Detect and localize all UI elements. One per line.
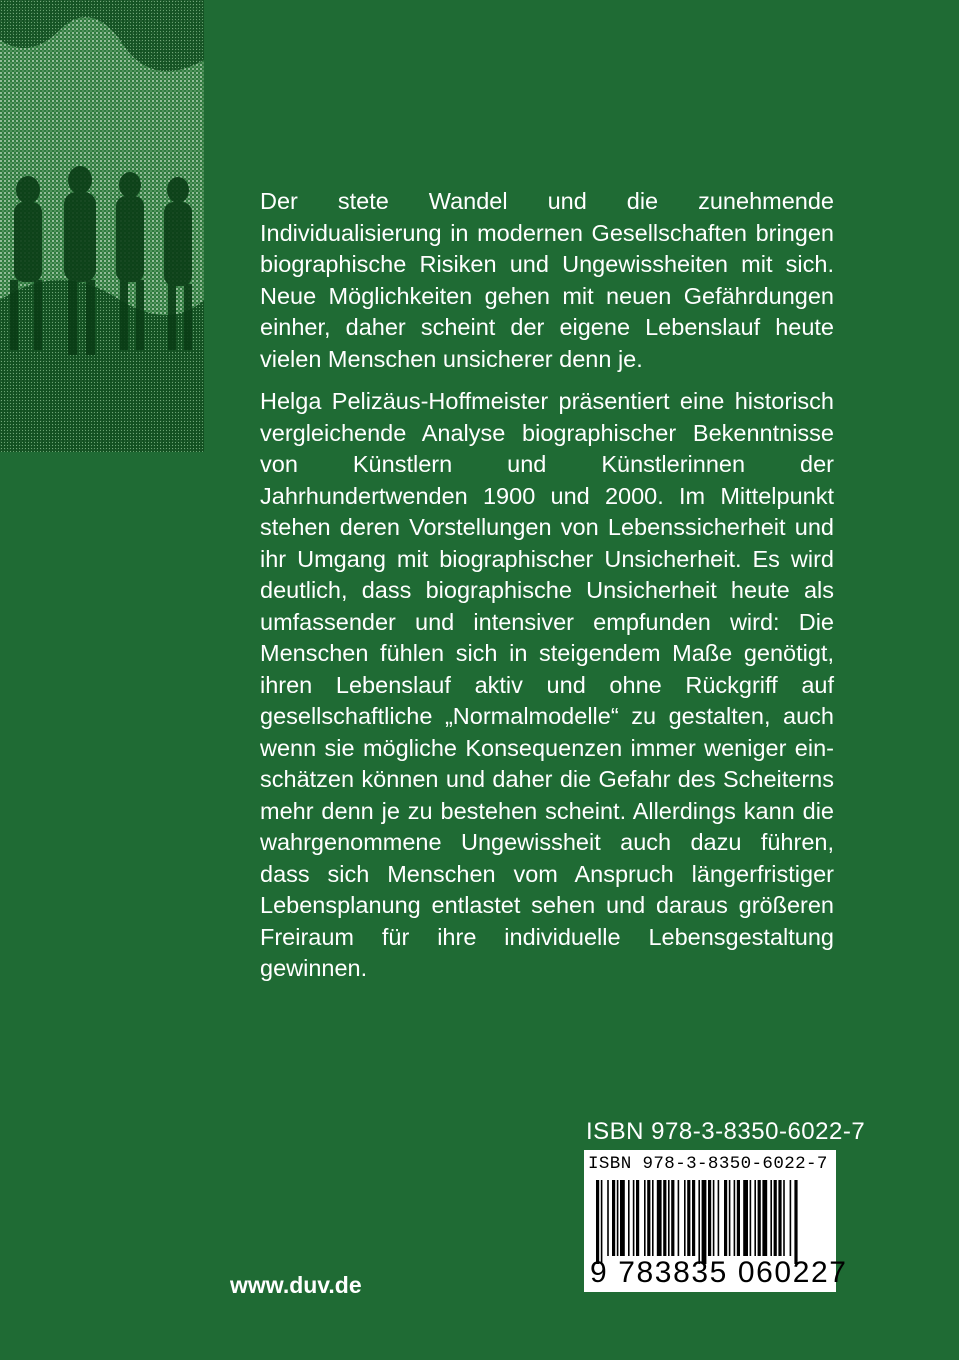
barcode-bar: [617, 1180, 619, 1256]
barcode-bar: [729, 1180, 731, 1256]
barcode-bar: [684, 1180, 686, 1256]
back-cover-blurb: [260, 186, 834, 996]
barcode-isbn-text: ISBN 978-3-8350-6022-7: [588, 1154, 828, 1174]
barcode-bar: [633, 1180, 635, 1256]
isbn-barcode: [584, 1150, 848, 1292]
barcode-bar: [724, 1180, 727, 1256]
blurb-paragraph-1: Der stete Wandel und die zunehmende Individualisierung in modernen Gesellschaften bringen biographische Risiken und Ungewissheiten mit sich. Neue Möglichkeiten gehen mit neuen Gefährdungen einher, daher scheint der eigene Lebenslauf heute vielen Menschen unsicherer denn je.: [260, 188, 834, 372]
barcode-bar: [794, 1180, 797, 1264]
barcode-bar: [754, 1180, 756, 1256]
barcode-bar: [762, 1180, 767, 1256]
publisher-url[interactable]: www.duv.de: [230, 1272, 362, 1298]
barcode-bar: [612, 1180, 615, 1256]
barcode-bar: [790, 1180, 792, 1256]
barcode-bar: [647, 1180, 650, 1256]
barcode-bar: [687, 1180, 690, 1256]
barcode-bar: [636, 1180, 639, 1256]
barcode-bar: [671, 1180, 674, 1256]
barcode-bar: [644, 1180, 646, 1256]
barcode-bar: [698, 1180, 700, 1264]
isbn-label: ISBN 978-3-8350-6022-7: [586, 1118, 866, 1145]
barcode-bar: [737, 1180, 740, 1256]
barcode-bar: [774, 1180, 777, 1256]
barcode-bar: [601, 1180, 603, 1264]
barcode-bar: [678, 1180, 680, 1256]
barcode-bar: [743, 1180, 748, 1256]
barcode-bar: [778, 1180, 781, 1256]
barcode-bar: [620, 1180, 625, 1256]
barcode-bar: [750, 1180, 752, 1256]
barcode-bar: [702, 1180, 707, 1264]
barcode-bar: [668, 1180, 670, 1256]
barcode-bar: [783, 1180, 785, 1256]
barcode-bar: [628, 1180, 630, 1256]
barcode-bar: [758, 1180, 761, 1256]
barcode-bar: [692, 1180, 695, 1256]
barcode-digits: 9 783835 060227: [590, 1256, 848, 1289]
barcode-bar: [596, 1180, 599, 1264]
group-of-people-photo: [0, 0, 204, 452]
barcode-bar: [657, 1180, 662, 1256]
blurb-paragraph-2: Helga Pelizäus-Hoffmeister präsentiert eine historisch vergleichende Analyse biographischer Bekenntnisse von Künstlern und Künstlerinnen der Jahrhundertwenden 1900 und 2000. Im Mittelpunkt stehen deren Vorstellungen von Lebenssicherheit und ihr Umgang mit biographischer Unsicherheit. Es wird deutlich, dass biographische Unsicherheit heute als umfassender und intensiver empfunden wird: Die Menschen fühlen sich in steigendem Maße genötigt, ihren Lebenslauf aktiv und ohne Rückgriff auf gesellschaftliche „Normalmodelle“ zu gestalten, auch wenn sie mögliche Konsequenzen immer weniger einschätzen können und daher die Gefahr des Scheiterns mehr denn je zu bestehen scheint. Allerdings kann die wahrgenommene Ungewissheit auch dazu führen, dass sich Menschen vom Anspruch längerfristiger Lebensplanung entlastet sehen und daraus größeren Freiraum für ihre individuelle Lebensgestaltung gewinnen.: [260, 388, 834, 981]
barcode-bar: [708, 1180, 711, 1256]
barcode-bar: [663, 1180, 666, 1256]
cover-photo: [0, 0, 204, 452]
barcode-bar: [652, 1180, 654, 1256]
barcode-bar: [770, 1180, 772, 1256]
barcode-bar: [607, 1180, 609, 1256]
barcode-bar: [713, 1180, 715, 1256]
barcode-bar: [734, 1180, 736, 1256]
barcode-bar: [718, 1180, 720, 1256]
